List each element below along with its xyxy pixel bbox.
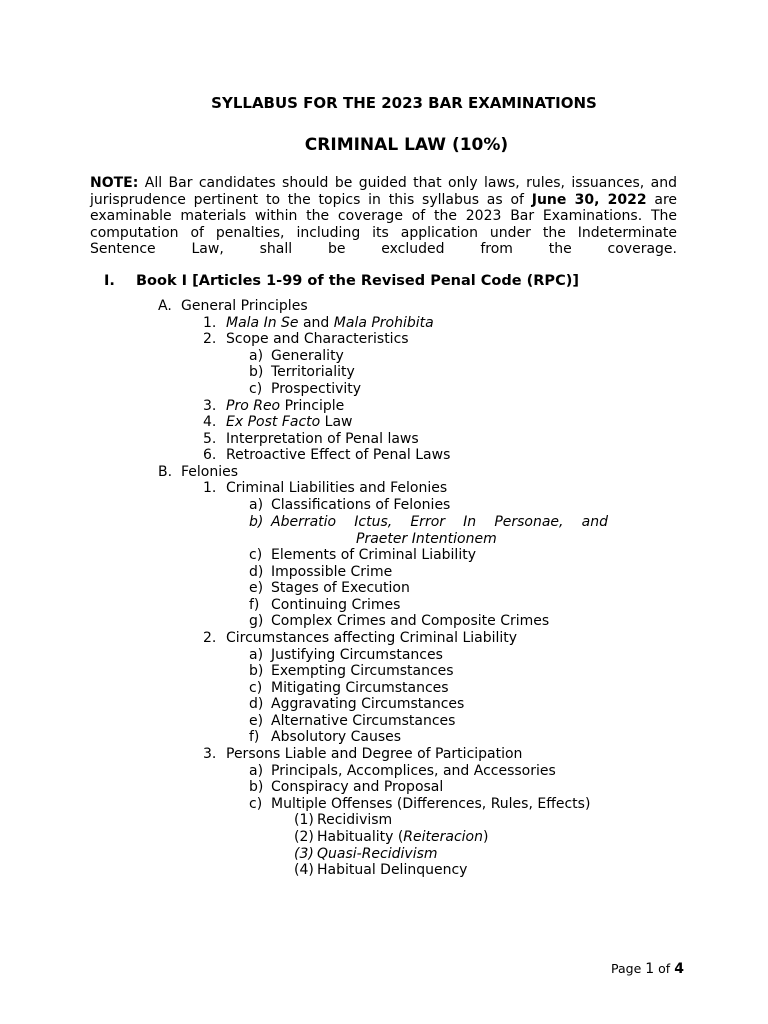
sub-item-text: Exempting Circumstances xyxy=(271,663,454,679)
note-label: NOTE: xyxy=(90,175,139,191)
sub-item-text: Prospectivity xyxy=(271,381,362,397)
section-title: Book I [Articles 1-99 of the Revised Penal Code (RPC)] xyxy=(136,273,579,289)
outline-b-text: Felonies xyxy=(181,464,239,480)
sub-item-text: Continuing Crimes xyxy=(271,597,401,613)
list-item-text: Criminal Liabilities and Felonies xyxy=(226,480,448,496)
list-item-text: Mala In Se and Mala Prohibita xyxy=(226,315,434,331)
document-subtitle: CRIMINAL LAW (10%) xyxy=(304,135,509,155)
sub-sub-item-text: Habitual Delinquency xyxy=(317,862,468,878)
sub-item-text: Complex Crimes and Composite Crimes xyxy=(271,613,550,629)
list-item-text: Persons Liable and Degree of Participation xyxy=(226,746,523,762)
list-item-number: 3. xyxy=(203,746,217,762)
sub-item-text: Absolutory Causes xyxy=(271,729,402,745)
sub-item-text: Stages of Execution xyxy=(271,580,410,596)
sub-item-label: f) xyxy=(249,597,260,613)
sub-item-label: c) xyxy=(249,381,263,397)
sub-item-text: Multiple Offenses (Differences, Rules, Effects) xyxy=(271,796,591,812)
sub-item-label: e) xyxy=(249,580,264,596)
sub-item-text: Principals, Accomplices, and Accessories xyxy=(271,763,556,779)
list-item-number: 2. xyxy=(203,331,217,347)
sub-item-label: d) xyxy=(249,564,264,580)
sub-item-label: b) xyxy=(249,779,264,795)
sub-item-label: d) xyxy=(249,696,264,712)
sub-sub-item-text: Quasi-Recidivism xyxy=(317,846,438,862)
sub-item-label: b) xyxy=(249,663,264,679)
sub-item-text: Alternative Circumstances xyxy=(271,713,456,729)
sub-item-label: e) xyxy=(249,713,264,729)
sub-sub-item-label: (1) xyxy=(294,812,314,828)
note-text-2: are examinable materials within the coverage of the 2023 Bar Examinations. The computation of penalties, including its application under the Indeterminate Sentence Law, shall be excluded from the coverage. xyxy=(90,191,678,258)
list-item-text: Pro Reo Principle xyxy=(226,398,345,414)
list-item-text: Scope and Characteristics xyxy=(226,331,409,347)
list-item-text: Retroactive Effect of Penal Laws xyxy=(226,447,451,463)
sub-item-text: Elements of Criminal Liability xyxy=(271,547,476,563)
sub-sub-item-label: (4) xyxy=(294,862,314,878)
note-date: June 30, 2022 xyxy=(531,191,647,208)
sub-item-label: a) xyxy=(249,497,264,513)
sub-item-text: Generality xyxy=(271,348,344,364)
sub-item-label: a) xyxy=(249,647,264,663)
document-title: SYLLABUS FOR THE 2023 BAR EXAMINATIONS xyxy=(211,94,597,112)
list-item-number: 1. xyxy=(203,480,217,496)
sub-item-label: b) xyxy=(249,364,264,380)
list-item-number: 6. xyxy=(203,447,217,463)
sub-item-label: c) xyxy=(249,796,263,812)
sub-item-text: Justifying Circumstances xyxy=(271,647,443,663)
list-item-number: 2. xyxy=(203,630,217,646)
sub-item-text: Conspiracy and Proposal xyxy=(271,779,444,795)
page-number: Page 1 of 4 xyxy=(611,961,684,977)
list-item-number: 1. xyxy=(203,315,217,331)
note-paragraph xyxy=(90,175,677,258)
list-item-number: 5. xyxy=(203,431,217,447)
outline-a-text: General Principles xyxy=(181,298,308,314)
sub-item-label: a) xyxy=(249,348,264,364)
sub-item-label: a) xyxy=(249,763,264,779)
sub-item-text: Impossible Crime xyxy=(271,564,393,580)
sub-item-text-continued: Praeter Intentionem xyxy=(356,531,497,547)
sub-item-label: c) xyxy=(249,680,263,696)
list-item-text: Circumstances affecting Criminal Liability xyxy=(226,630,518,646)
sub-sub-item-label: (3) xyxy=(294,846,314,862)
sub-item-label: g) xyxy=(249,613,264,629)
list-item-text: Ex Post Facto Law xyxy=(226,414,353,430)
sub-item-text: Aberratio Ictus, Error In Personae, and xyxy=(271,514,608,530)
sub-item-label: c) xyxy=(249,547,263,563)
sub-item-text: Classifications of Felonies xyxy=(271,497,451,513)
list-item-number: 3. xyxy=(203,398,217,414)
section-numeral: I. xyxy=(104,273,115,289)
sub-sub-item-text: Habituality (Reiteracion) xyxy=(317,829,489,845)
list-item-number: 4. xyxy=(203,414,217,430)
sub-sub-item-label: (2) xyxy=(294,829,314,845)
sub-item-text: Mitigating Circumstances xyxy=(271,680,449,696)
sub-item-label: b) xyxy=(249,514,264,530)
sub-item-label: f) xyxy=(249,729,260,745)
outline-b-label: B. xyxy=(158,464,173,480)
outline-a-label: A. xyxy=(158,298,172,314)
sub-sub-item-text: Recidivism xyxy=(317,812,393,828)
sub-item-text: Aggravating Circumstances xyxy=(271,696,465,712)
note-text-1: All Bar candidates should be guided that only laws, rules, issuances, and jurisprudence pertinent to the topics in this syllabus as of xyxy=(90,175,677,208)
sub-item-text: Territoriality xyxy=(271,364,355,380)
list-item-text: Interpretation of Penal laws xyxy=(226,431,419,447)
